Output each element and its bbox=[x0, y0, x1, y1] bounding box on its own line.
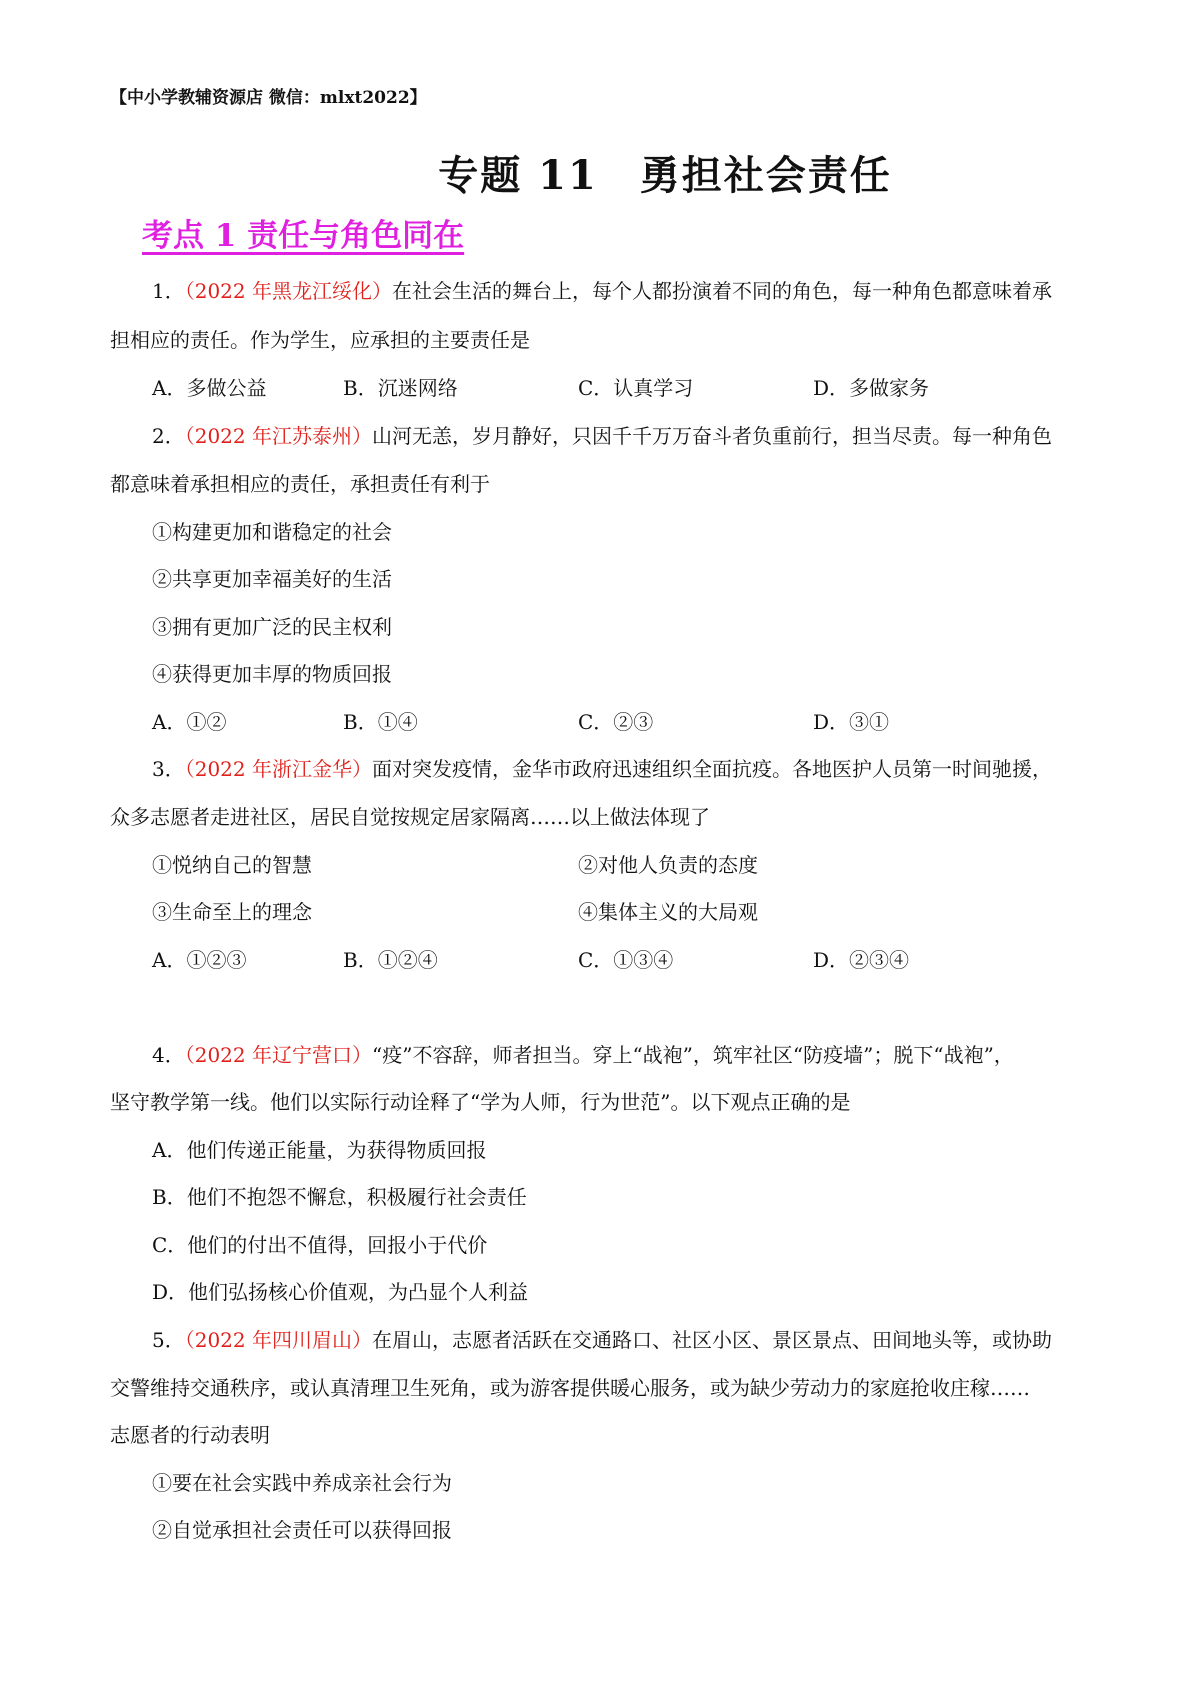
question-1-line-1 bbox=[152, 276, 1052, 306]
question-text: “疫”不容辞，师者担当。穿上“战袍”，筑牢社区“防疫墙”；脱下“战袍”， bbox=[372, 1043, 1014, 1067]
question-4-option-d: D．他们弘扬核心价值观，为凸显个人利益 bbox=[152, 1280, 529, 1304]
question-3-option-c: C．①③④ bbox=[578, 948, 674, 972]
question-3-line-2: 众多志愿者走进社区，居民自觉按规定居家隔离……以上做法体现了 bbox=[110, 805, 710, 829]
question-4-line-1 bbox=[152, 1040, 1014, 1070]
page-title: 专题 11 勇担社会责任 bbox=[438, 152, 892, 199]
question-2-option-b: B．①④ bbox=[343, 710, 418, 734]
question-source: （2022 年江苏泰州） bbox=[184, 424, 372, 448]
question-5-line-2: 交警维持交通秩序，或认真清理卫生死角，或为游客提供暖心服务，或为缺少劳动力的家庭抢收庄稼…… bbox=[110, 1376, 1030, 1400]
question-3-option-a: A．①②③ bbox=[152, 948, 247, 972]
question-3-line-1 bbox=[152, 754, 1052, 784]
question-1-option-b: B．沉迷网络 bbox=[343, 376, 458, 400]
question-number: 4． bbox=[152, 1043, 185, 1067]
question-1-option-d: D．多做家务 bbox=[813, 376, 930, 400]
question-5-statement-2: ②自觉承担社会责任可以获得回报 bbox=[152, 1518, 452, 1542]
header-note: 【中小学教辅资源店 微信：mlxt2022】 bbox=[110, 88, 427, 108]
question-2-option-c: C．②③ bbox=[578, 710, 654, 734]
question-3-option-b: B．①②④ bbox=[343, 948, 438, 972]
question-4-option-c: C．他们的付出不值得，回报小于代价 bbox=[152, 1233, 488, 1257]
question-3-option-d: D．②③④ bbox=[813, 948, 910, 972]
question-4-option-a: A．他们传递正能量，为获得物质回报 bbox=[152, 1138, 487, 1162]
question-1-option-a: A．多做公益 bbox=[152, 376, 267, 400]
question-1-option-c: C．认真学习 bbox=[578, 376, 694, 400]
question-3-statement-2: ②对他人负责的态度 bbox=[578, 853, 758, 877]
question-number: 3． bbox=[152, 757, 185, 781]
question-2-statement-3: ③拥有更加广泛的民主权利 bbox=[152, 615, 392, 639]
question-2-line-2: 都意味着承担相应的责任，承担责任有利于 bbox=[110, 472, 490, 496]
question-number: 1． bbox=[152, 279, 185, 303]
question-4-line-2: 坚守教学第一线。他们以实际行动诠释了“学为人师，行为世范”。以下观点正确的是 bbox=[110, 1090, 851, 1114]
question-3-statement-4: ④集体主义的大局观 bbox=[578, 900, 758, 924]
question-number: 2． bbox=[152, 424, 185, 448]
question-2-statement-4: ④获得更加丰厚的物质回报 bbox=[152, 662, 392, 686]
question-3-statement-3: ③生命至上的理念 bbox=[152, 900, 312, 924]
question-text: 在社会生活的舞台上，每个人都扮演着不同的角色，每一种角色都意味着承 bbox=[392, 279, 1052, 303]
question-4-option-b: B．他们不抱怨不懈怠，积极履行社会责任 bbox=[152, 1185, 527, 1209]
question-text: 山河无恙，岁月静好，只因千千万万奋斗者负重前行，担当尽责。每一种角色 bbox=[372, 424, 1052, 448]
question-2-option-a: A．①② bbox=[152, 710, 227, 734]
question-5-line-1 bbox=[152, 1325, 1052, 1355]
question-2-option-d: D．③① bbox=[813, 710, 890, 734]
question-1-line-2: 担相应的责任。作为学生，应承担的主要责任是 bbox=[110, 328, 530, 352]
question-5-statement-1: ①要在社会实践中养成亲社会行为 bbox=[152, 1471, 452, 1495]
question-2-line-1 bbox=[152, 421, 1052, 451]
section-heading: 考点 1 责任与角色同在 bbox=[142, 218, 465, 254]
question-5-line-3: 志愿者的行动表明 bbox=[110, 1423, 270, 1447]
question-text: 在眉山，志愿者活跃在交通路口、社区小区、景区景点、田间地头等，或协助 bbox=[372, 1328, 1052, 1352]
question-source: （2022 年辽宁营口） bbox=[184, 1043, 372, 1067]
question-2-statement-1: ①构建更加和谐稳定的社会 bbox=[152, 520, 392, 544]
question-3-statement-1: ①悦纳自己的智慧 bbox=[152, 853, 312, 877]
question-2-statement-2: ②共享更加幸福美好的生活 bbox=[152, 567, 392, 591]
question-source: （2022 年四川眉山） bbox=[184, 1328, 372, 1352]
question-number: 5． bbox=[152, 1328, 185, 1352]
question-source: （2022 年浙江金华） bbox=[184, 757, 372, 781]
question-source: （2022 年黑龙江绥化） bbox=[184, 279, 392, 303]
question-text: 面对突发疫情，金华市政府迅速组织全面抗疫。各地医护人员第一时间驰援， bbox=[372, 757, 1052, 781]
